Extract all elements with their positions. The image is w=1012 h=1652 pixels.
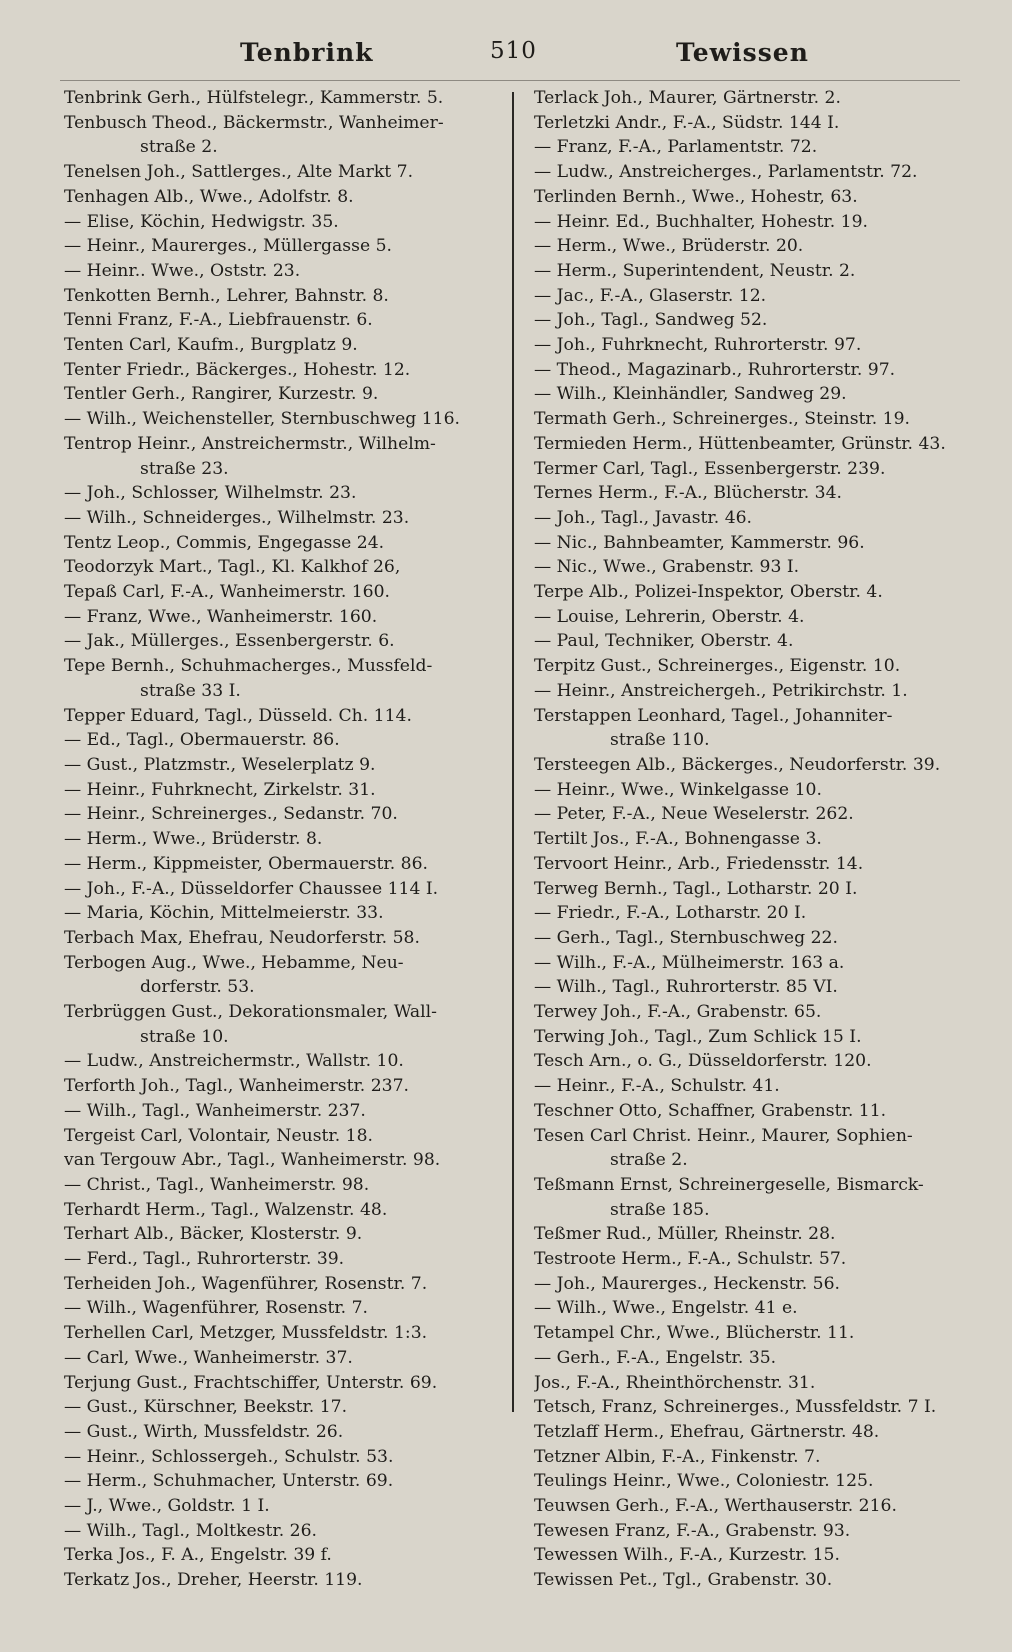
directory-entry [64,1296,504,1321]
entry-line: — Herm., Schuhmacher, Unterstr. 69. [64,1471,394,1492]
directory-entry [64,926,504,951]
entry-line: — Gerh., Tagl., Sternbuschweg 22. [534,927,838,948]
entry-line: Tenhagen Alb., Wwe., Adolfstr. 8. [64,186,354,207]
entry-continuation: straße 110. [610,730,710,751]
entry-continuation: dorferstr. 53. [140,977,255,998]
entry-line: Terbogen Aug., Wwe., Hebamme, Neu- [64,952,404,973]
directory-entry [534,1222,974,1247]
directory-entry [534,1000,974,1025]
directory-entry [64,481,504,506]
entry-line: Tetsch, Franz, Schreinerges., Mussfeldstr. 7 I. [534,1397,937,1418]
directory-entry [64,284,504,309]
entry-line: — Heinr., F.-A., Schulstr. 41. [534,1076,780,1097]
directory-entry [64,407,504,432]
entry-line: — Franz, Wwe., Wanheimerstr. 160. [64,606,378,627]
directory-entry [64,555,504,580]
directory-entry [534,457,974,482]
directory-entry [534,308,974,333]
directory-entry [64,308,504,333]
directory-entry [64,728,504,753]
directory-entry [534,407,974,432]
entry-line: — Jac., F.-A., Glaserstr. 12. [534,285,767,306]
entry-line: — Herm., Superintendent, Neustr. 2. [534,260,856,281]
entry-line: Teulings Heinr., Wwe., Coloniestr. 125. [534,1471,874,1492]
entry-continuation: straße 2. [140,137,218,158]
entry-line: Tepaß Carl, F.-A., Wanheimerstr. 160. [64,582,391,603]
entry-line: — Heinr., Maurerges., Müllergasse 5. [64,236,392,257]
left-column [64,86,504,1593]
entry-continuation: straße 23. [140,458,229,479]
entry-line: Tergeist Carl, Volontair, Neustr. 18. [64,1125,374,1146]
entry-line: Terpe Alb., Polizei-Inspektor, Oberstr. 4. [534,582,883,603]
entry-line: — Gust., Wirth, Mussfeldstr. 26. [64,1421,344,1442]
entry-line: — Heinr., Fuhrknecht, Zirkelstr. 31. [64,779,376,800]
directory-entry [534,975,974,1000]
entry-line: — Ludw., Anstreicherges., Parlamentstr. 72. [534,162,918,183]
entry-line: Terhardt Herm., Tagl., Walzenstr. 48. [64,1199,388,1220]
directory-entry [534,135,974,160]
directory-entry [534,333,974,358]
directory-entry [534,284,974,309]
directory-entry [534,506,974,531]
entry-line: Terlack Joh., Maurer, Gärtnerstr. 2. [534,88,841,108]
entry-line: Ternes Herm., F.-A., Blücherstr. 34. [534,483,843,504]
entry-line: Terkatz Jos., Dreher, Heerstr. 119. [64,1570,363,1591]
entry-line: — Theod., Magazinarb., Ruhrorterstr. 97. [534,359,896,380]
entry-line: — Joh., Maurerges., Heckenstr. 56. [534,1273,841,1294]
directory-entry [64,778,504,803]
entry-line: Jos., F.-A., Rheinthörchenstr. 31. [534,1372,816,1393]
entry-line: — Ed., Tagl., Obermauerstr. 86. [64,730,340,751]
directory-entry [64,580,504,605]
entry-line: Termieden Herm., Hüttenbeamter, Grünstr. 43. [534,433,946,454]
directory-entry [534,358,974,383]
entry-line: Tertilt Jos., F.-A., Bohnengasse 3. [534,829,822,850]
entry-line: Terbrüggen Gust., Dekorationsmaler, Wall- [64,1002,437,1023]
directory-entry [534,1247,974,1272]
entry-line: Terpitz Gust., Schreinerges., Eigenstr. 10. [534,656,901,677]
entry-line: — Gust., Platzmstr., Weselerplatz 9. [64,754,376,775]
entry-line: Tenten Carl, Kaufm., Burgplatz 9. [64,335,358,356]
entry-line: Teßmer Rud., Müller, Rheinstr. 28. [534,1224,836,1245]
directory-entry [64,358,504,383]
directory-entry [64,1346,504,1371]
directory-entry [64,951,504,1000]
directory-entry [64,1000,504,1049]
entry-line: Tenbusch Theod., Bäckermstr., Wanheimer- [64,112,444,133]
entry-line: Terstappen Leonhard, Tagel., Johanniter- [534,705,893,726]
entry-line: — Ludw., Anstreichermstr., Wallstr. 10. [64,1051,404,1072]
directory-entry [534,1296,974,1321]
directory-entry [534,1321,974,1346]
directory-entry [64,1222,504,1247]
directory-entry [534,802,974,827]
entry-line: Teodorzyk Mart., Tagl., Kl. Kalkhof 26, [64,557,401,578]
entry-line: — Louise, Lehrerin, Oberstr. 4. [534,606,805,627]
entry-line: — Herm., Wwe., Brüderstr. 20. [534,236,804,257]
entry-line: Terletzki Andr., F.-A., Südstr. 144 I. [534,112,840,133]
directory-entry [64,1173,504,1198]
entry-line: Terka Jos., F. A., Engelstr. 39 f. [64,1545,332,1566]
entry-line: — Wilh., Wwe., Engelstr. 41 e. [534,1298,798,1319]
directory-entry [534,926,974,951]
entry-line: Tenelsen Joh., Sattlerges., Alte Markt 7. [64,162,414,183]
directory-entry [64,1371,504,1396]
entry-line: Tesen Carl Christ. Heinr., Maurer, Sophien- [534,1125,913,1146]
directory-entry [534,234,974,259]
directory-entry [64,1148,504,1173]
directory-entry [64,1469,504,1494]
directory-entry [534,1420,974,1445]
entry-line: Tersteegen Alb., Bäckerges., Neudorferstr. 39. [534,754,941,775]
entry-continuation: straße 33 I. [140,680,241,701]
entry-line: Teßmann Ernst, Schreinergeselle, Bismarck- [534,1174,924,1195]
entry-continuation: straße 10. [140,1026,229,1047]
entry-line: — Nic., Bahnbeamter, Kammerstr. 96. [534,532,865,553]
entry-line: Teuwsen Gerh., F.-A., Werthauserstr. 216. [534,1496,897,1517]
entry-line: — Maria, Köchin, Mittelmeierstr. 33. [64,903,384,924]
directory-entry [534,555,974,580]
directory-entry [534,1519,974,1544]
directory-entry [534,1469,974,1494]
directory-entry [534,1371,974,1396]
entry-line: — Heinr., Schlossergeh., Schulstr. 53. [64,1446,394,1467]
directory-entry [534,654,974,679]
entry-line: — Wilh., F.-A., Mülheimerstr. 163 a. [534,952,845,973]
entry-line: — Heinr., Anstreichergeh., Petrikirchstr. 1. [534,680,908,701]
directory-entry [64,111,504,160]
entry-line: Tervoort Heinr., Arb., Friedensstr. 14. [534,853,864,874]
directory-entry [534,1272,974,1297]
directory-entry [64,1272,504,1297]
directory-entry [534,111,974,136]
directory-entry [534,1568,974,1593]
entry-continuation: straße 2. [610,1150,688,1171]
entry-line: — Friedr., F.-A., Lotharstr. 20 I. [534,903,807,924]
directory-entry [64,802,504,827]
entry-line: — Joh., Fuhrknecht, Ruhrorterstr. 97. [534,335,862,356]
entry-line: Tewissen Pet., Tgl., Grabenstr. 30. [534,1570,833,1591]
entry-line: — Nic., Wwe., Grabenstr. 93 I. [534,557,800,578]
entry-line: — Heinr., Schreinerges., Sedanstr. 70. [64,804,398,825]
header-right-keyword: Tewissen [676,38,809,67]
directory-entry [64,1099,504,1124]
entry-line: — Wilh., Schneiderges., Wilhelmstr. 23. [64,507,410,528]
directory-entry [64,704,504,729]
directory-entry [534,531,974,556]
entry-line: Terwing Joh., Tagl., Zum Schlick 15 I. [534,1026,862,1047]
directory-entry [64,1124,504,1149]
entry-line: — Wilh., Weichensteller, Sternbuschweg 116. [64,409,460,430]
directory-entry [64,506,504,531]
directory-entry [534,1494,974,1519]
entry-line: — Wilh., Wagenführer, Rosenstr. 7. [64,1298,368,1319]
entry-line: Terhellen Carl, Metzger, Mussfeldstr. 1:3. [64,1323,428,1344]
entry-line: Terwey Joh., F.-A., Grabenstr. 65. [534,1002,822,1023]
entry-line: Terweg Bernh., Tagl., Lotharstr. 20 I. [534,878,858,899]
entry-line: Tenbrink Gerh., Hülfstelegr., Kammerstr. 5. [64,88,444,108]
directory-entry [534,901,974,926]
directory-entry [64,901,504,926]
entry-line: Tesch Arn., o. G., Düsseldorferstr. 120. [534,1051,872,1072]
directory-entry [64,1395,504,1420]
entry-line: — J., Wwe., Goldstr. 1 I. [64,1496,270,1517]
directory-entry [534,1346,974,1371]
entry-line: Tepper Eduard, Tagl., Düsseld. Ch. 114. [64,705,412,726]
directory-entry [64,185,504,210]
directory-entry [64,382,504,407]
entry-line: — Wilh., Kleinhändler, Sandweg 29. [534,384,847,405]
entry-line: van Tergouw Abr., Tagl., Wanheimerstr. 98. [64,1150,441,1171]
directory-entry [64,1049,504,1074]
directory-entry [64,654,504,703]
directory-entry [64,432,504,481]
entry-line: Teschner Otto, Schaffner, Grabenstr. 11. [534,1100,887,1121]
directory-entry [534,877,974,902]
directory-entry [534,580,974,605]
entry-line: — Herm., Wwe., Brüderstr. 8. [64,829,323,850]
directory-entry [64,259,504,284]
entry-line: — Ferd., Tagl., Ruhrorterstr. 39. [64,1249,345,1270]
entry-line: Terlinden Bernh., Wwe., Hohestr, 63. [534,186,858,207]
entry-line: Tetzlaff Herm., Ehefrau, Gärtnerstr. 48. [534,1421,880,1442]
directory-entry [534,704,974,753]
entry-continuation: straße 185. [610,1199,710,1220]
directory-entry [64,1519,504,1544]
entry-line: Tentrop Heinr., Anstreichermstr., Wilhelm- [64,433,436,454]
entry-line: — Herm., Kippmeister, Obermauerstr. 86. [64,853,428,874]
page-number: 510 [490,38,537,64]
entry-line: — Peter, F.-A., Neue Weselerstr. 262. [534,804,854,825]
entry-line: — Gust., Kürschner, Beekstr. 17. [64,1397,348,1418]
column-divider [512,92,514,1412]
directory-entry [64,1247,504,1272]
entry-line: Terjung Gust., Frachtschiffer, Unterstr. 69. [64,1372,438,1393]
directory-entry [534,629,974,654]
entry-line: Terforth Joh., Tagl., Wanheimerstr. 237. [64,1076,410,1097]
directory-entry [64,1198,504,1223]
entry-line: — Franz, F.-A., Parlamentstr. 72. [534,137,818,158]
directory-entry [534,1025,974,1050]
directory-entry [534,259,974,284]
entry-line: Terhart Alb., Bäcker, Klosterstr. 9. [64,1224,363,1245]
directory-entry [534,1099,974,1124]
directory-entry [534,160,974,185]
directory-entry [64,210,504,235]
directory-entry [64,877,504,902]
entry-line: Testroote Herm., F.-A., Schulstr. 57. [534,1249,847,1270]
directory-entry [534,382,974,407]
entry-line: Tentler Gerh., Rangirer, Kurzestr. 9. [64,384,379,405]
directory-entry [64,605,504,630]
directory-entry [64,629,504,654]
entry-line: — Gerh., F.-A., Engelstr. 35. [534,1347,777,1368]
directory-entry [64,1543,504,1568]
directory-entry [64,753,504,778]
directory-entry [534,1395,974,1420]
directory-entry [534,481,974,506]
entry-line: Tewessen Wilh., F.-A., Kurzestr. 15. [534,1545,840,1566]
entry-line: — Wilh., Tagl., Moltkestr. 26. [64,1520,317,1541]
directory-entry [64,1420,504,1445]
entry-line: — Christ., Tagl., Wanheimerstr. 98. [64,1174,370,1195]
entry-line: — Joh., Tagl., Javastr. 46. [534,507,753,528]
directory-entry [534,1543,974,1568]
directory-entry [64,531,504,556]
entry-line: — Heinr. Ed., Buchhalter, Hohestr. 19. [534,211,869,232]
directory-entry [534,778,974,803]
directory-entry [534,951,974,976]
directory-entry [64,1321,504,1346]
entry-line: — Joh., Tagl., Sandweg 52. [534,310,768,331]
directory-entry [534,1445,974,1470]
directory-entry [534,432,974,457]
directory-entry [534,210,974,235]
entry-line: Tenni Franz, F.-A., Liebfrauenstr. 6. [64,310,373,331]
entry-line: — Wilh., Tagl., Wanheimerstr. 237. [64,1100,366,1121]
directory-entry [534,1074,974,1099]
entry-line: Tenter Friedr., Bäckerges., Hohestr. 12. [64,359,411,380]
entry-line: — Elise, Köchin, Hedwigstr. 35. [64,211,339,232]
directory-entry [64,852,504,877]
directory-entry [64,1568,504,1593]
entry-line: Tewesen Franz, F.-A., Grabenstr. 93. [534,1520,851,1541]
entry-line: — Jak., Müllerges., Essenbergerstr. 6. [64,631,395,652]
entry-line: Terbach Max, Ehefrau, Neudorferstr. 58. [64,927,420,948]
directory-entry [534,1049,974,1074]
directory-entry [534,605,974,630]
entry-line: — Joh., Schlosser, Wilhelmstr. 23. [64,483,357,504]
entry-line: — Heinr., Wwe., Winkelgasse 10. [534,779,822,800]
directory-entry [534,852,974,877]
directory-entry [64,827,504,852]
directory-entry [64,86,504,111]
entry-line: Tetampel Chr., Wwe., Blücherstr. 11. [534,1323,855,1344]
directory-entry [64,1074,504,1099]
directory-entry [534,86,974,111]
entry-line: Tepe Bernh., Schuhmacherges., Mussfeld- [64,656,433,677]
entry-line: Termath Gerh., Schreinerges., Steinstr. 19. [534,409,911,430]
directory-entry [534,679,974,704]
entry-line: — Paul, Techniker, Oberstr. 4. [534,631,794,652]
entry-line: Tentz Leop., Commis, Engegasse 24. [64,532,385,553]
entry-line: Terheiden Joh., Wagenführer, Rosenstr. 7. [64,1273,428,1294]
directory-entry [64,160,504,185]
header-rule [60,80,960,81]
right-column [534,86,974,1593]
directory-entry [534,827,974,852]
directory-entry [64,333,504,358]
header-left-keyword: Tenbrink [240,38,374,67]
directory-entry [64,1445,504,1470]
directory-entry [534,185,974,210]
directory-entry [534,1173,974,1222]
entry-line: — Wilh., Tagl., Ruhrorterstr. 85 VI. [534,977,838,998]
directory-entry [534,753,974,778]
entry-line: — Joh., F.-A., Düsseldorfer Chaussee 114 I. [64,878,439,899]
directory-entry [534,1124,974,1173]
directory-entry [64,234,504,259]
entry-line: Tetzner Albin, F.-A., Finkenstr. 7. [534,1446,821,1467]
entry-line: Tenkotten Bernh., Lehrer, Bahnstr. 8. [64,285,389,306]
entry-line: — Heinr.. Wwe., Oststr. 23. [64,260,301,281]
entry-line: Termer Carl, Tagl., Essenbergerstr. 239. [534,458,886,479]
entry-line: — Carl, Wwe., Wanheimerstr. 37. [64,1347,353,1368]
directory-entry [64,1494,504,1519]
